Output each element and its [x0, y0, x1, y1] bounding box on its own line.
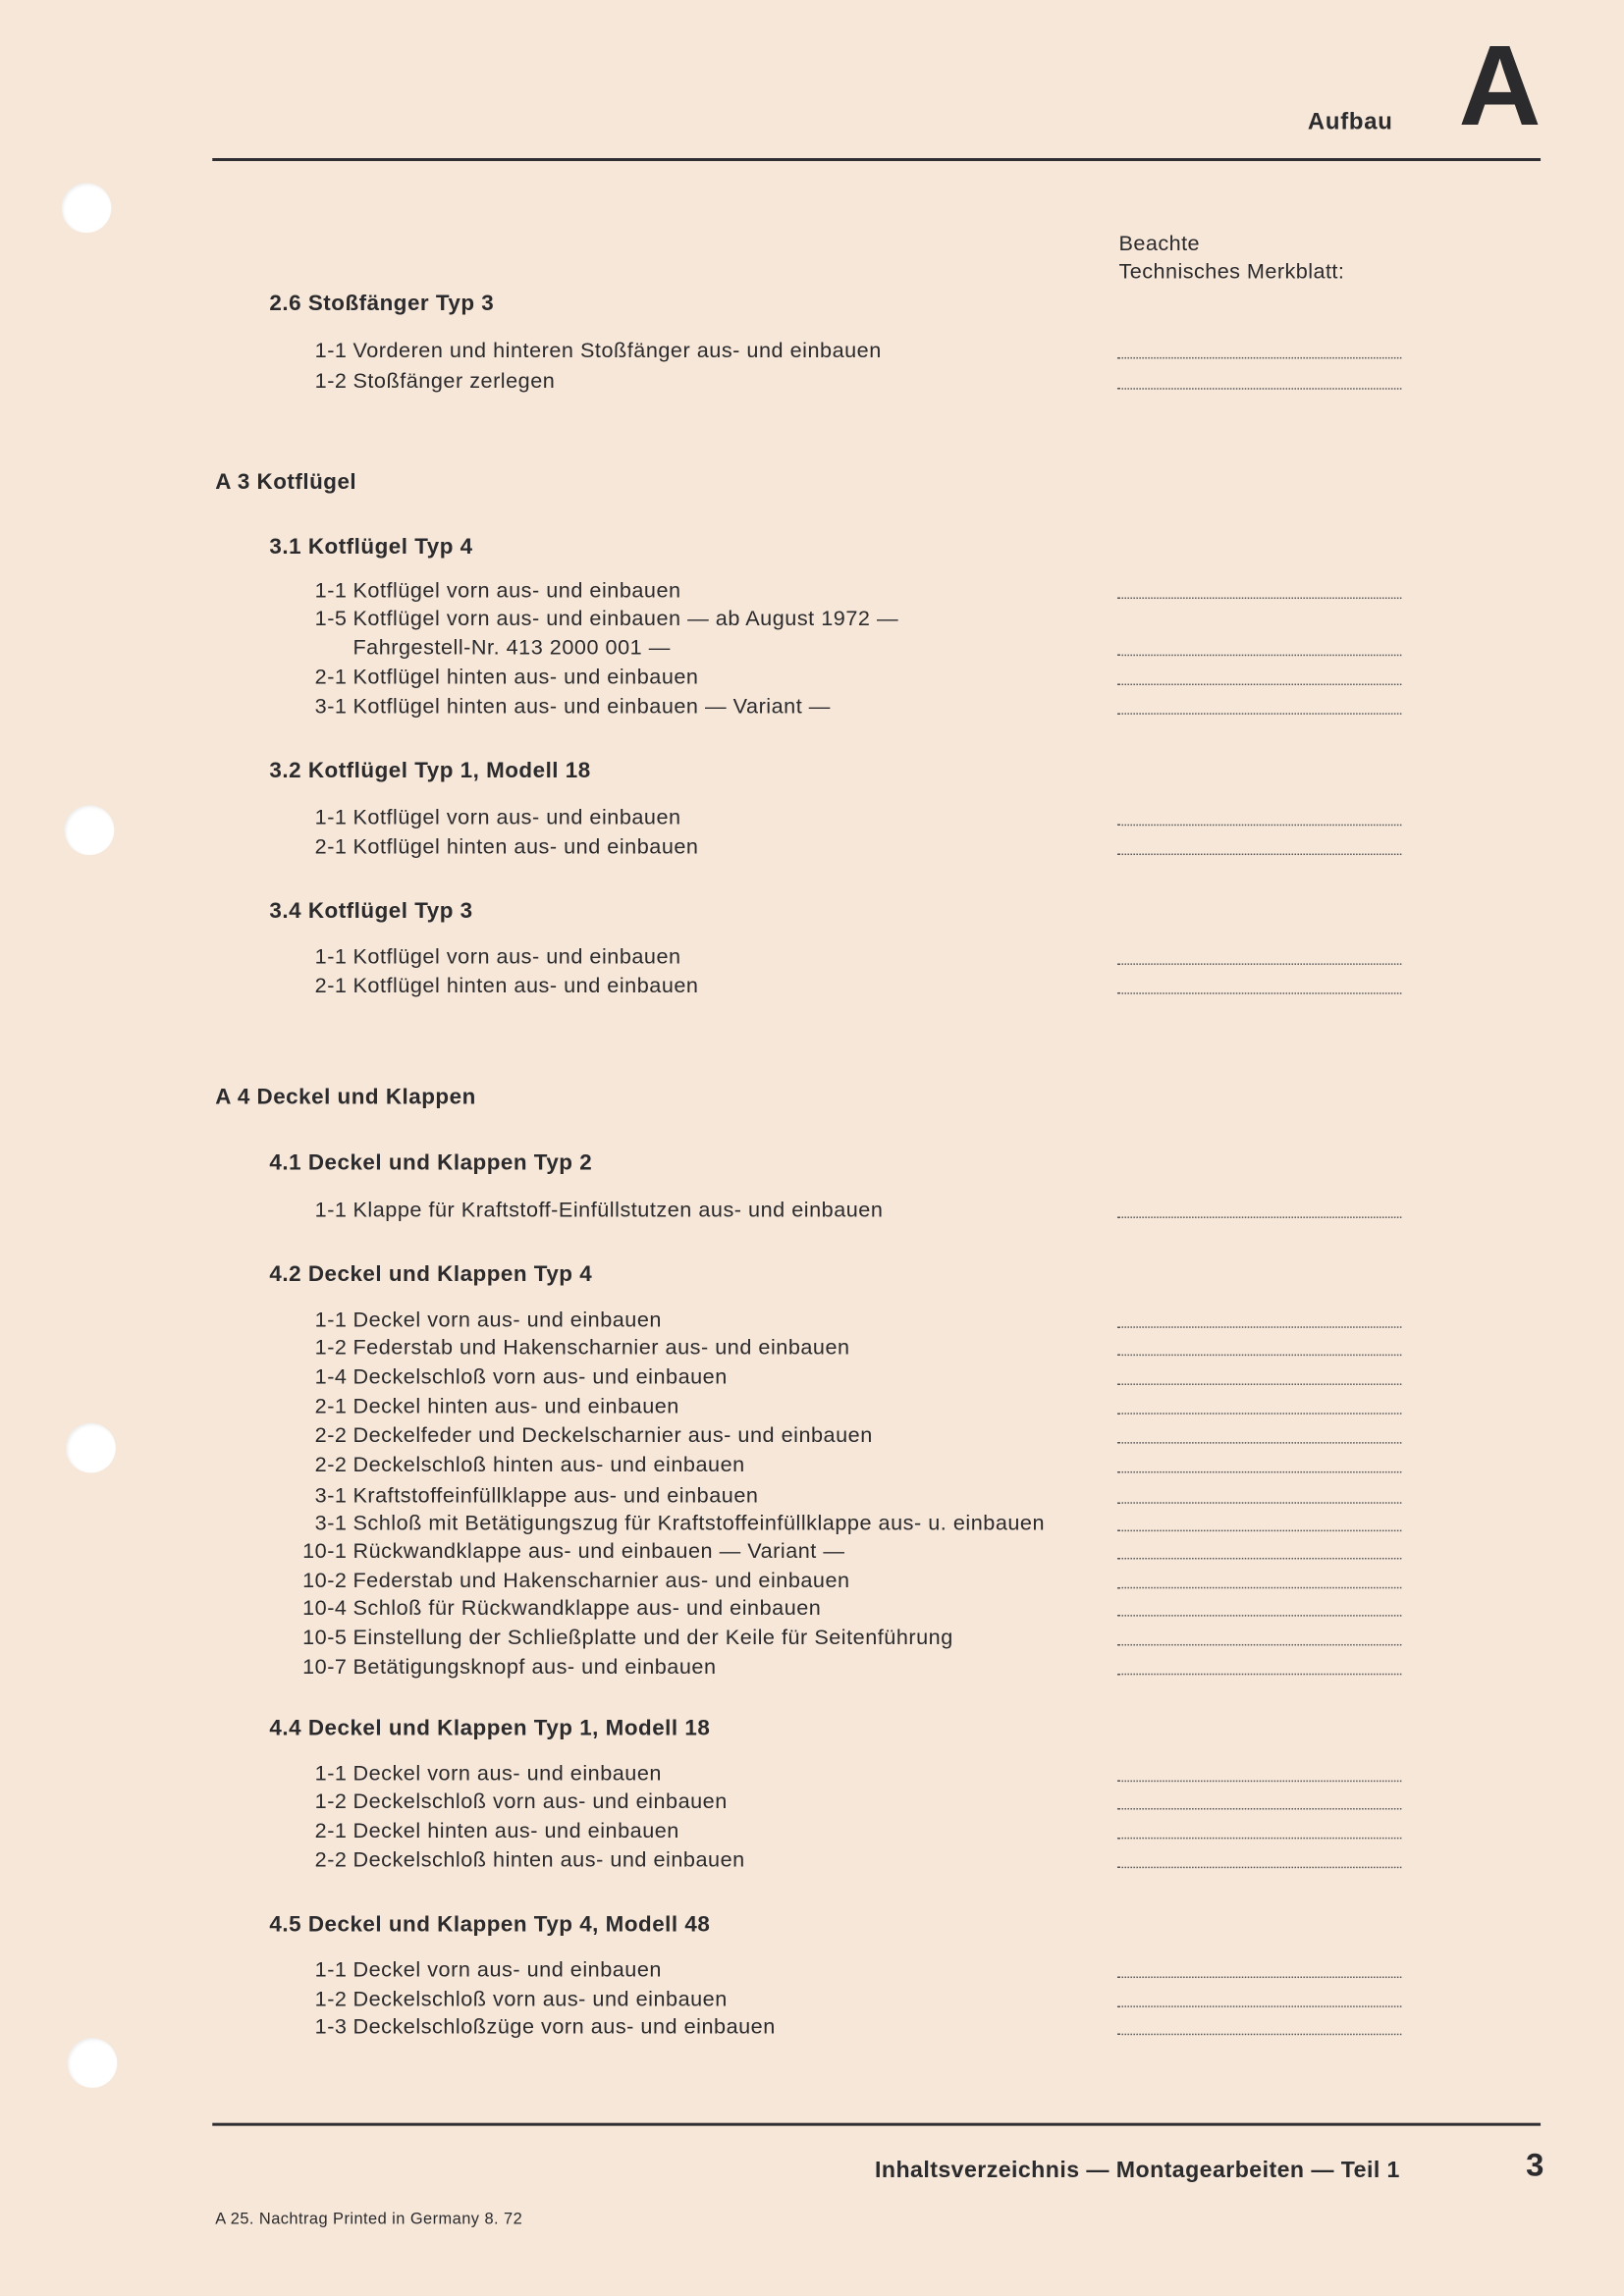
section-heading: 3.1 Kotflügel Typ 4	[269, 534, 473, 560]
section-heading: 4.4 Deckel und Klappen Typ 1, Modell 18	[269, 1716, 711, 1741]
entry-number: 1-5	[314, 607, 348, 631]
toc-entry	[314, 1423, 873, 1450]
entry-label: Klappe für Kraftstoff-Einfüllstutzen aus- und einbauen	[352, 1199, 884, 1223]
entry-label: Schloß mit Betätigungszug für Kraftstoffeinfüllklappe aus- u. einbauen	[352, 1512, 1046, 1536]
merkblatt-fill-line	[1117, 854, 1401, 855]
entry-number: 10-5	[302, 1627, 348, 1650]
toc-entry	[314, 1394, 679, 1420]
merkblatt-fill-line	[1117, 1808, 1401, 1809]
toc-entry	[314, 665, 699, 691]
entry-label: Deckelschloß vorn aus- und einbauen	[352, 1790, 728, 1814]
entry-label: Deckelschloß vorn aus- und einbauen	[352, 1988, 728, 2012]
entry-number: 1-1	[314, 806, 348, 830]
merkblatt-fill-line	[1117, 1355, 1401, 1356]
entry-number: 2-1	[314, 1819, 348, 1843]
toc-entry	[314, 1847, 745, 1874]
entry-number: 1-1	[314, 340, 348, 363]
merkblatt-fill-line	[1117, 1615, 1401, 1616]
merkblatt-fill-line	[1117, 713, 1401, 714]
merkblatt-fill-line	[1117, 825, 1401, 826]
toc-entry	[314, 974, 699, 1000]
toc-entry	[302, 1568, 850, 1594]
section-heading: 4.2 Deckel und Klappen Typ 4	[269, 1261, 593, 1288]
entry-number: 2-1	[314, 975, 348, 999]
entry-label: Vorderen und hinteren Stoßfänger aus- und einbauen	[352, 340, 882, 363]
punch-hole	[68, 2038, 118, 2088]
entry-label: Kotflügel hinten aus- und einbauen	[352, 975, 699, 999]
entry-number: 2-1	[314, 666, 348, 690]
toc-entry	[314, 1511, 1046, 1537]
merkblatt-fill-line	[1117, 2034, 1401, 2035]
toc-entry	[314, 1308, 662, 1334]
entry-label: Einstellung der Schließplatte und der Keile für Seitenführung	[352, 1627, 953, 1650]
merkblatt-fill-line	[1117, 1644, 1401, 1645]
toc-entry	[314, 834, 699, 861]
entry-number: 1-3	[314, 2015, 348, 2040]
chapter-heading: A 4 Deckel und Klappen	[215, 1085, 476, 1110]
merkblatt-fill-line	[1117, 1216, 1401, 1217]
entry-number: 1-1	[314, 945, 348, 970]
entry-number: 3-1	[314, 1484, 348, 1509]
entry-label: Federstab und Hakenscharnier aus- und einbauen	[352, 1336, 850, 1361]
merkblatt-fill-line	[1117, 388, 1401, 389]
entry-label: Kotflügel vorn aus- und einbauen	[352, 806, 681, 830]
entry-number: 1-2	[314, 1336, 348, 1361]
entry-number: 1-1	[314, 1308, 348, 1333]
entry-label: Deckel vorn aus- und einbauen	[352, 1958, 662, 1983]
toc-entry	[314, 1364, 728, 1391]
header-rule	[212, 158, 1541, 161]
entry-label: Betätigungsknopf aus- und einbauen	[352, 1655, 717, 1680]
toc-entry	[314, 2014, 776, 2041]
merkblatt-fill-line	[1117, 1413, 1401, 1414]
punch-hole	[62, 183, 112, 233]
entry-label: Kraftstoffeinfüllklappe aus- und einbauen	[352, 1484, 759, 1509]
imprint: A 25. Nachtrag Printed in Germany 8. 72	[215, 2211, 523, 2229]
entry-label: Kotflügel vorn aus- und einbauen	[352, 579, 681, 604]
toc-entry	[314, 694, 831, 721]
note-label: Technisches Merkblatt:	[1118, 260, 1345, 285]
merkblatt-fill-line	[1117, 1530, 1401, 1531]
entry-number: 3-1	[314, 695, 348, 720]
entry-number: 1-2	[314, 370, 348, 395]
toc-entry	[314, 1453, 745, 1479]
entry-number: 1-4	[314, 1365, 348, 1390]
toc-entry	[314, 805, 681, 831]
merkblatt-fill-line	[1117, 357, 1401, 358]
punch-hole	[66, 1423, 116, 1473]
entry-label: Kotflügel hinten aus- und einbauen	[352, 666, 699, 690]
merkblatt-fill-line	[1117, 1558, 1401, 1559]
merkblatt-fill-line	[1117, 2005, 1401, 2006]
entry-number: 10-1	[302, 1540, 348, 1564]
toc-entry	[314, 1789, 728, 1816]
toc-entry	[314, 369, 556, 396]
toc-entry	[302, 1654, 717, 1681]
merkblatt-fill-line	[1117, 1502, 1401, 1503]
entry-label: Deckelschloß hinten aus- und einbauen	[352, 1454, 745, 1477]
entry-number: 1-2	[314, 1988, 348, 2012]
entry-number: 3-1	[314, 1512, 348, 1536]
entry-number: 10-4	[302, 1597, 348, 1622]
entry-label: Deckel hinten aus- und einbauen	[352, 1819, 679, 1843]
entry-label: Deckel vorn aus- und einbauen	[352, 1308, 662, 1333]
entry-label: Deckelfeder und Deckelscharnier aus- und einbauen	[352, 1424, 873, 1449]
toc-entry	[314, 1761, 662, 1788]
merkblatt-fill-line	[1117, 1781, 1401, 1782]
merkblatt-fill-line	[1117, 1977, 1401, 1978]
entry-number: 2-1	[314, 835, 348, 860]
punch-hole	[65, 805, 115, 855]
entry-label: Kotflügel hinten aus- und einbauen — Variant —	[352, 695, 831, 720]
entry-label: Schloß für Rückwandklappe aus- und einbauen	[352, 1597, 822, 1622]
footer-rule	[212, 2123, 1541, 2126]
section-heading: 2.6 Stoßfänger Typ 3	[269, 291, 495, 317]
merkblatt-fill-line	[1117, 598, 1401, 599]
toc-entry	[314, 944, 681, 971]
entry-label: Kotflügel vorn aus- und einbauen	[352, 945, 681, 970]
toc-entry	[314, 1818, 679, 1844]
entry-label: Kotflügel vorn aus- und einbauen — ab August 1972 —	[352, 607, 899, 631]
entry-number: 2-1	[314, 1395, 348, 1419]
note-label: Beachte	[1118, 233, 1201, 257]
merkblatt-fill-line	[1117, 1383, 1401, 1384]
merkblatt-fill-line	[1117, 655, 1401, 656]
entry-label: Fahrgestell-Nr. 413 2000 001 —	[352, 636, 671, 661]
toc-entry	[314, 1198, 884, 1224]
toc-entry	[302, 1596, 822, 1623]
entry-number: 2-2	[314, 1848, 348, 1873]
entry-label: Rückwandklappe aus- und einbauen — Variant —	[352, 1540, 845, 1564]
toc-entry	[302, 1626, 953, 1652]
entry-number: 1-2	[314, 1790, 348, 1814]
toc-entry	[314, 339, 882, 365]
toc-entry	[314, 1987, 728, 2013]
entry-number: 1-1	[314, 579, 348, 604]
entry-label: Deckelschloß vorn aus- und einbauen	[352, 1365, 728, 1390]
merkblatt-fill-line	[1117, 1867, 1401, 1868]
merkblatt-fill-line	[1117, 992, 1401, 993]
chapter-heading: A 3 Kotflügel	[215, 469, 357, 496]
toc-entry	[314, 606, 899, 632]
entry-label: Deckel hinten aus- und einbauen	[352, 1395, 679, 1419]
toc-entry	[314, 1483, 759, 1510]
merkblatt-fill-line	[1117, 684, 1401, 685]
entry-label: Federstab und Hakenscharnier aus- und einbauen	[352, 1569, 850, 1593]
entry-label: Deckelschloßzüge vorn aus- und einbauen	[352, 2015, 776, 2040]
entry-number: 1-1	[314, 1958, 348, 1983]
toc-entry	[302, 1539, 845, 1566]
section-heading: 3.4 Kotflügel Typ 3	[269, 898, 473, 925]
merkblatt-fill-line	[1117, 1674, 1401, 1675]
entry-number: 2-2	[314, 1424, 348, 1449]
merkblatt-fill-line	[1117, 1442, 1401, 1443]
toc-entry	[314, 1957, 662, 1984]
section-name: Aufbau	[1307, 109, 1393, 135]
section-heading: 4.5 Deckel und Klappen Typ 4, Modell 48	[269, 1911, 711, 1938]
merkblatt-fill-line	[1117, 1471, 1401, 1472]
footer-title: Inhaltsverzeichnis — Montagearbeiten — Teil 1	[875, 2158, 1400, 2183]
toc-entry	[352, 635, 670, 662]
merkblatt-fill-line	[1117, 1326, 1401, 1327]
entry-label: Deckel vorn aus- und einbauen	[352, 1762, 662, 1787]
entry-number: 10-7	[302, 1655, 348, 1680]
merkblatt-fill-line	[1117, 1838, 1401, 1839]
entry-label: Stoßfänger zerlegen	[352, 370, 556, 395]
section-heading: 3.2 Kotflügel Typ 1, Modell 18	[269, 758, 591, 783]
entry-label: Kotflügel hinten aus- und einbauen	[352, 835, 699, 860]
entry-number: 1-1	[314, 1199, 348, 1223]
page-number: 3	[1526, 2146, 1544, 2183]
toc-entry	[314, 578, 681, 605]
entry-number: 2-2	[314, 1454, 348, 1477]
merkblatt-fill-line	[1117, 963, 1401, 964]
section-heading: 4.1 Deckel und Klappen Typ 2	[269, 1150, 593, 1176]
toc-entry	[314, 1335, 850, 1362]
section-letter: A	[1458, 20, 1542, 150]
entry-label: Deckelschloß hinten aus- und einbauen	[352, 1848, 745, 1873]
entry-number: 10-2	[302, 1569, 348, 1593]
entry-number: 1-1	[314, 1762, 348, 1787]
merkblatt-fill-line	[1117, 1587, 1401, 1588]
